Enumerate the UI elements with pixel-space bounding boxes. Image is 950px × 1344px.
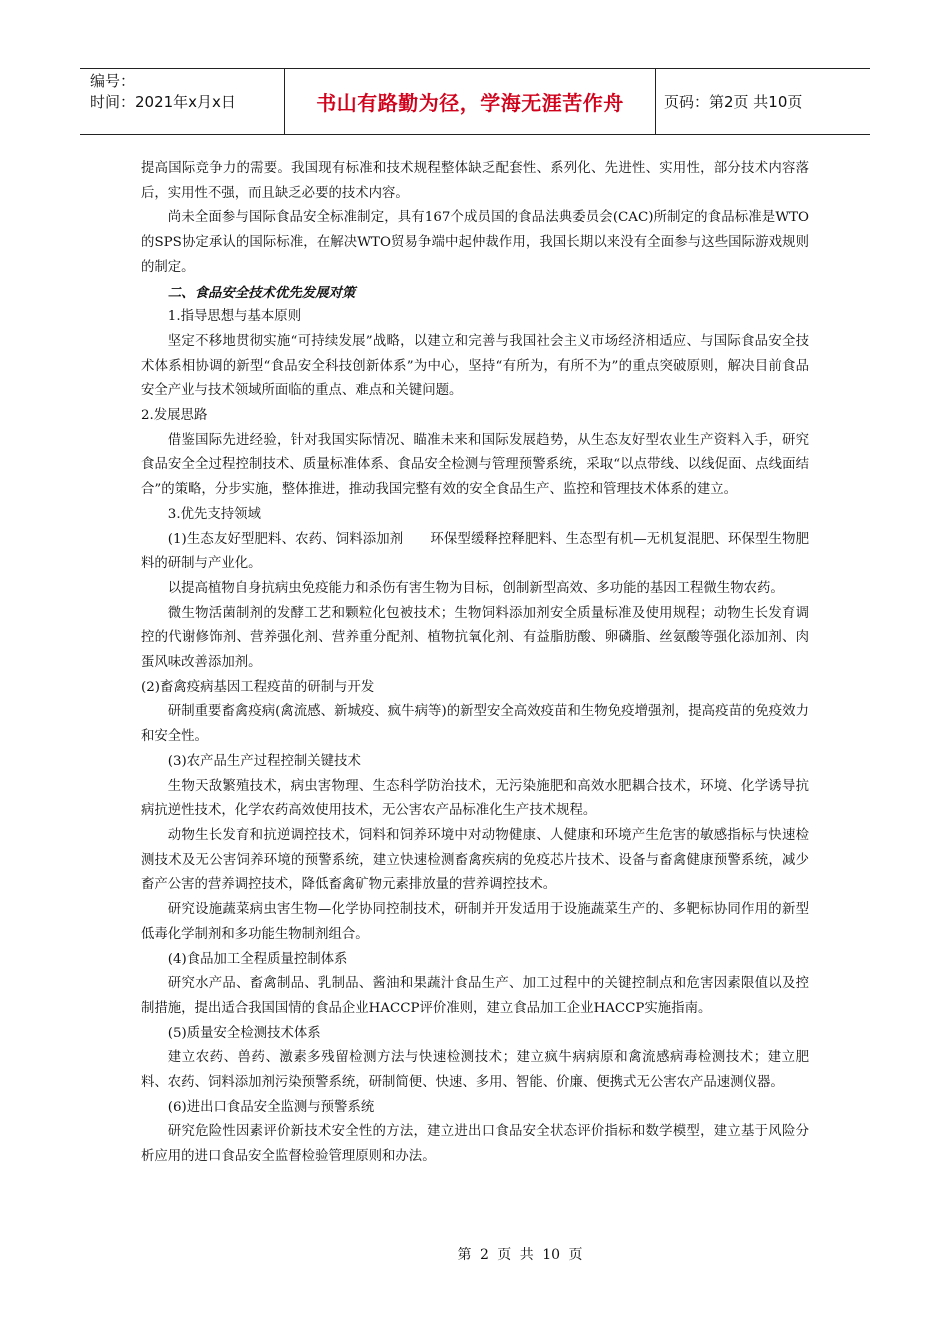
paragraph: 提高国际竞争力的需要。我国现有标准和技术规程整体缺乏配套性、系列化、先进性、实用性，部分技术内容落后，实用性不强，而且缺乏必要的技术内容。 — [141, 161, 809, 201]
document-body — [141, 157, 809, 1170]
paragraph: 建立农药、兽药、激素多残留检测方法与快速检测技术；建立疯牛病病原和禽流感病毒检测技术；建立肥料、农药、饲料添加剂污染预警系统，研制简便、快速、多用、智能、价廉、便携式无公害农产品速测仪器。 — [141, 1050, 809, 1091]
header-meta — [80, 69, 284, 134]
paragraph: 研究设施蔬菜病虫害生物—化学协同控制技术，研制并开发适用于设施蔬菜生产的、多靶标协同作用的新型低毒化学制剂和多功能生物制剂组合。 — [141, 902, 809, 942]
header-page-cell — [656, 69, 870, 134]
header-page-info: 页码：第2页 共10页 — [664, 93, 803, 111]
header-motto-cell — [284, 69, 656, 134]
document-time-label: 时间：2021年x月x日 — [90, 93, 236, 111]
header-motto: 书山有路勤为径，学海无涯苦作舟 — [316, 91, 624, 115]
paragraph: 研究危险性因素评价新技术安全性的方法，建立进出口食品安全状态评价指标和数学模型，建立基于风险分析应用的进口食品安全监督检验管理原则和办法。 — [141, 1124, 809, 1165]
paragraph: 动物生长发育和抗逆调控技术，饲料和饲养环境中对动物健康、人健康和环境产生危害的敏感指标与快速检测技术及无公害饲养环境的预警系统，建立快速检测畜禽疾病的免疫芯片技术、设备与畜禽健康预警系统，减少畜产公害的营养调控技术，降低畜禽矿物元素排放量的营养调控技术。 — [141, 827, 809, 893]
paragraph: 尚未全面参与国际食品安全标准制定，具有167个成员国的食品法典委员会(CAC)所制定的食品标准是WTO的SPS协定承认的国际标准，在解决WTO贸易争端中起仲裁作用，我国长期以来没有全面参与这些国际游戏规则的制定。 — [141, 210, 809, 275]
paragraph: 2.发展思路 — [141, 408, 208, 424]
paragraph: (5)质量安全检测技术体系 — [167, 1025, 321, 1041]
paragraph: (6)进出口食品安全监测与预警系统 — [167, 1099, 375, 1115]
page-footer — [0, 1244, 950, 1264]
paragraph: 研制重要畜禽疫病(禽流感、新城疫、疯牛病等)的新型安全高效疫苗和生物免疫增强剂，提高疫苗的免疫效力和安全性。 — [141, 704, 809, 745]
footer-page-number: 第 2 页 共 10 页 — [457, 1247, 583, 1263]
paragraph: (3)农产品生产过程控制关键技术 — [167, 753, 361, 769]
paragraph: (4)食品加工全程质量控制体系 — [167, 951, 348, 967]
section-heading: 二、食品安全技术优先发展对策 — [167, 284, 356, 301]
paragraph: 坚定不移地贯彻实施“可持续发展”战略，以建立和完善与我国社会主义市场经济相适应、与国际食品安全技术体系相协调的新型“食品安全科技创新体系”为中心，坚持“有所为，有所不为”的重点突破原则，解决目前食品安全产业与技术领域所面临的重点、难点和关键问题。 — [141, 333, 809, 399]
paragraph: 微生物活菌制剂的发酵工艺和颗粒化包被技术；生物饲料添加剂安全质量标准及使用规程；动物生长发育调控的代谢修饰剂、营养强化剂、营养重分配剂、植物抗氧化剂、有益脂肪酸、卵磷脂、丝氨酸等强化添加剂、肉蛋风味改善添加剂。 — [141, 605, 809, 671]
paragraph: 以提高植物自身抗病虫免疫能力和杀伤有害生物为目标，创制新型高效、多功能的基因工程微生物农药。 — [167, 580, 784, 596]
paragraph: 生物天敌繁殖技术，病虫害物理、生态科学防治技术，无污染施肥和高效水肥耦合技术，环境、化学诱导抗病抗逆性技术，化学农药高效使用技术，无公害农产品标准化生产技术规程。 — [141, 778, 809, 819]
paragraph: 1.指导思想与基本原则 — [167, 309, 302, 325]
paragraph: 研究水产品、畜禽制品、乳制品、酱油和果蔬汁食品生产、加工过程中的关键控制点和危害因素限值以及控制措施，提出适合我国国情的食品企业HACCP评价准则，建立食品加工企业HACCP实施指南。 — [141, 976, 809, 1016]
paragraph: (1)生态友好型肥料、农药、饲料添加剂 环保型缓释控释肥料、生态型有机—无机复混肥、环保型生物肥料的研制与产业化。 — [141, 531, 809, 572]
paragraph: (2)畜禽疫病基因工程疫苗的研制与开发 — [141, 679, 375, 695]
paragraph: 借鉴国际先进经验，针对我国实际情况、瞄准未来和国际发展趋势，从生态友好型农业生产资料入手，研究食品安全全过程控制技术、质量标准体系、食品安全检测与管理预警系统，采取“以点带线、以线促面、点线面结合”的策略，分步实施，整体推进，推动我国完整有效的安全食品生产、监控和管理技术体系的建立。 — [141, 432, 809, 498]
document-number-label: 编号： — [90, 72, 136, 90]
paragraph: 3.优先支持领域 — [167, 506, 261, 522]
page-header — [80, 68, 870, 135]
